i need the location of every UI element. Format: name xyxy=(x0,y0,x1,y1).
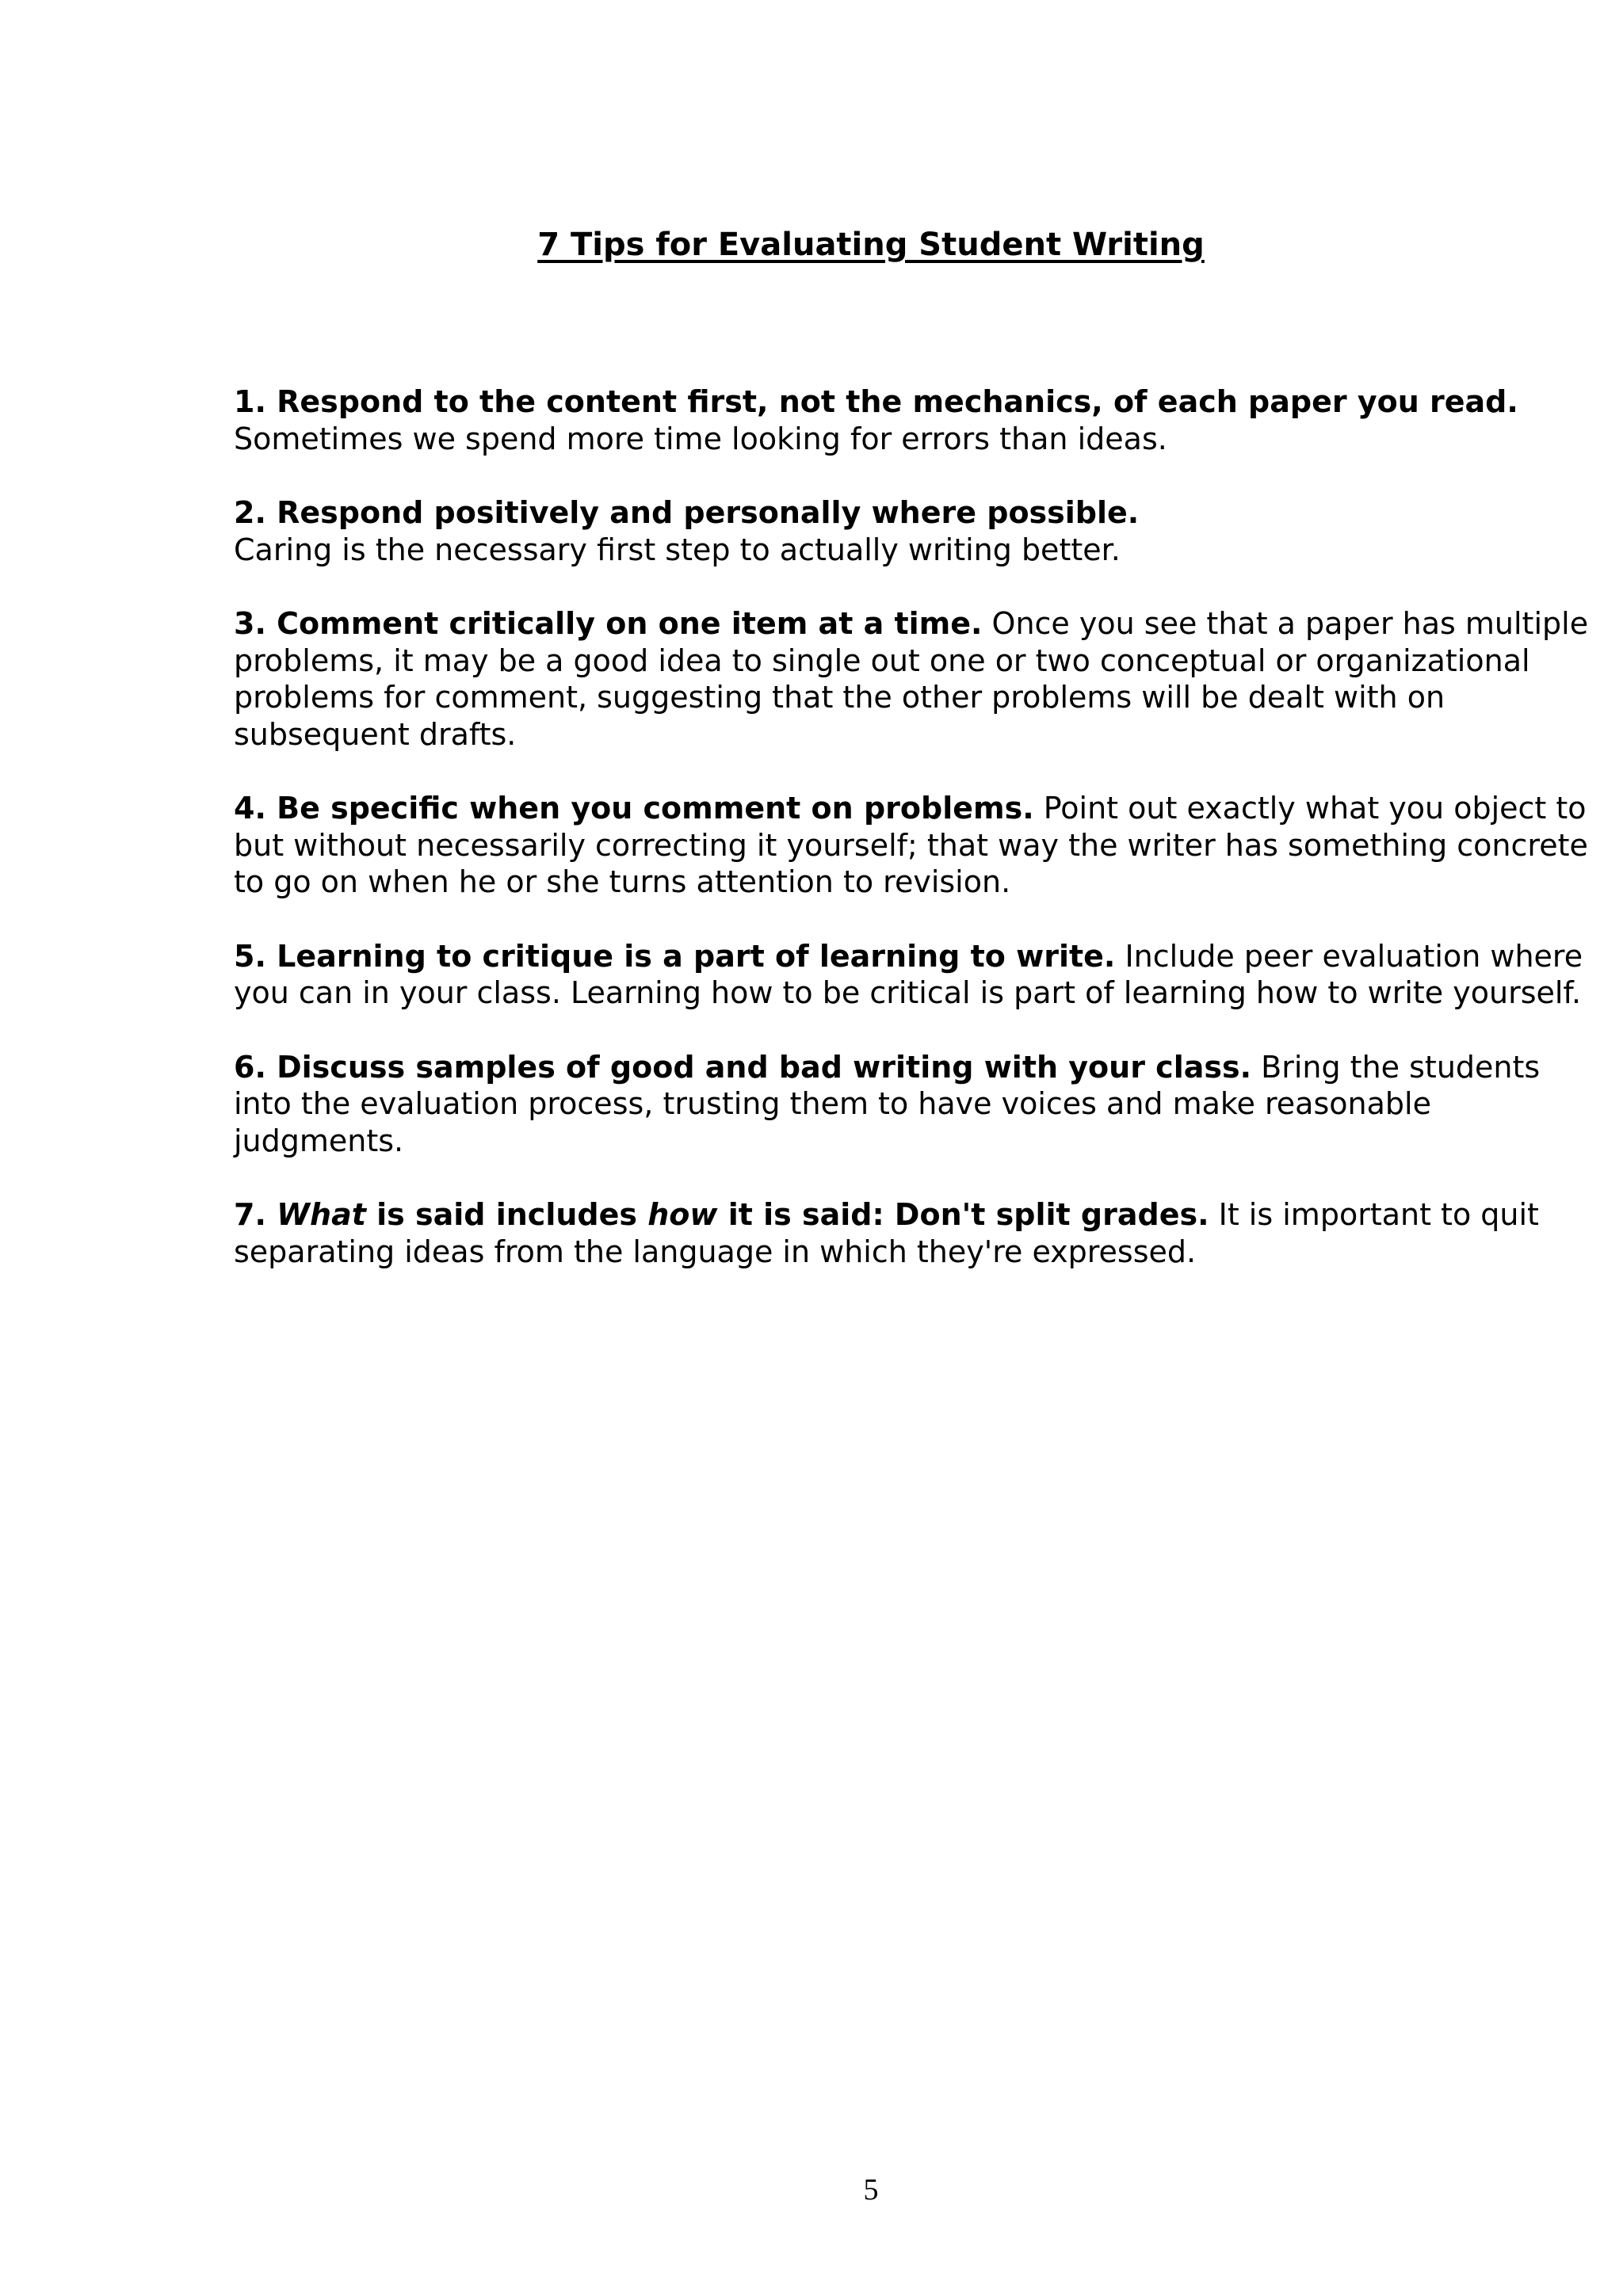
tip-body: Bring the students into the evaluation process, trusting them to have voices and make reasonable judgments. xyxy=(234,1049,1541,1158)
tip-heading-text: is said includes xyxy=(365,1197,648,1232)
tip-1 xyxy=(234,383,1597,457)
tip-body: Point out exactly what you object to but without necessarily correcting it yourself; that way the writer has something concrete to go on when he or she turns attention to revision. xyxy=(234,791,1588,899)
tip-body: Once you see that a paper has multiple problems, it may be a good idea to single out one or two conceptual or organizational problems for comment, suggesting that the other problems will be dealt with on subsequent drafts. xyxy=(234,606,1589,752)
tip-2 xyxy=(234,494,1597,568)
tip-heading: 1. Respond to the content first, not the mechanics, of each paper you read. xyxy=(234,384,1518,419)
page-number: 5 xyxy=(863,2173,879,2206)
tip-6 xyxy=(234,1049,1597,1160)
tip-4 xyxy=(234,790,1597,901)
tips-list xyxy=(234,383,1597,1307)
tip-heading: 4. Be specific when you comment on problems. xyxy=(234,791,1034,826)
page-title: 7 Tips for Evaluating Student Writing xyxy=(537,227,1205,263)
tip-heading: 5. Learning to critique is a part of learning to write. xyxy=(234,938,1116,974)
tip-7 xyxy=(234,1196,1597,1270)
tip-body: Caring is the necessary first step to actually writing better. xyxy=(234,532,1121,567)
tip-heading-emphasis-how: how xyxy=(647,1197,718,1232)
tip-heading: 3. Comment critically on one item at a time. xyxy=(234,606,983,641)
tip-body: Sometimes we spend more time looking for errors than ideas. xyxy=(234,421,1167,456)
tip-heading-emphasis-what: What xyxy=(277,1197,366,1232)
tip-heading: 2. Respond positively and personally where possible. xyxy=(234,495,1140,530)
tip-heading-text: it is said: Don't split grades. xyxy=(717,1197,1209,1232)
tip-3 xyxy=(234,605,1597,753)
tip-heading-number: 7. xyxy=(234,1197,277,1232)
tip-body: Include peer evaluation where you can in your class. Learning how to be critical is part of learning how to write yourself. xyxy=(234,938,1583,1010)
tip-5 xyxy=(234,938,1597,1012)
tip-heading: 6. Discuss samples of good and bad writing with your class. xyxy=(234,1049,1252,1085)
tip-body: It is important to quit separating ideas from the language in which they're expressed. xyxy=(234,1197,1539,1269)
